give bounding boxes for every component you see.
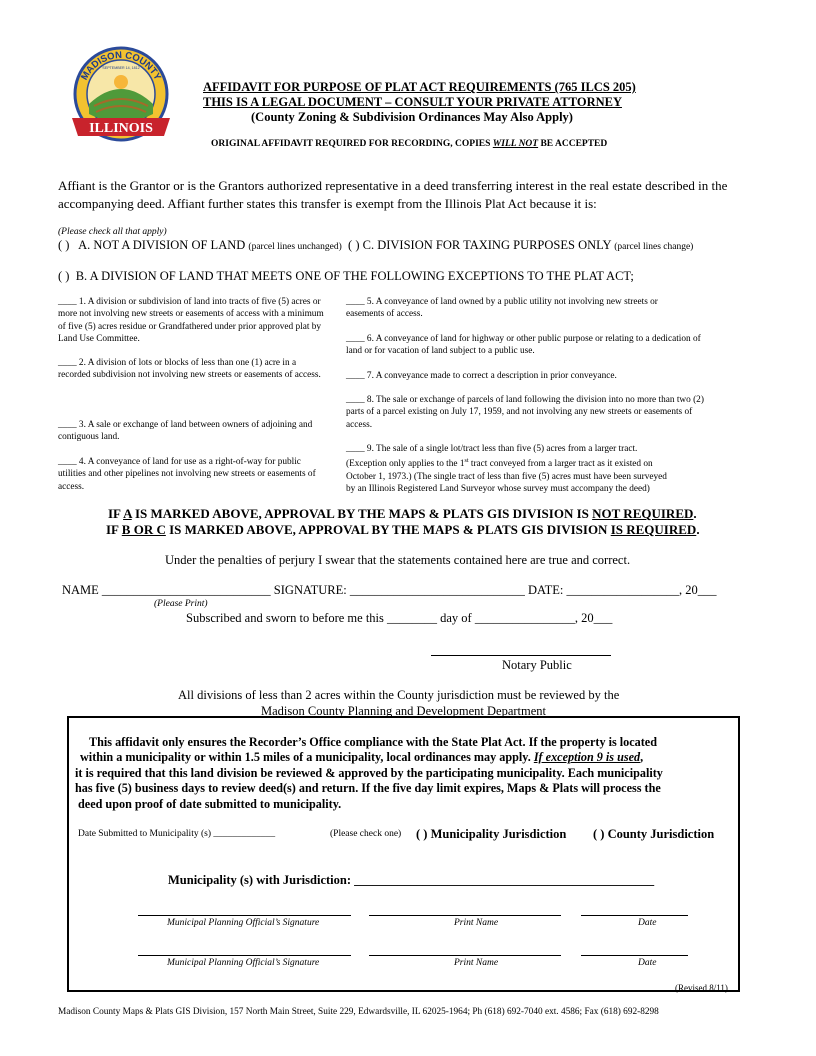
- date-line-2[interactable]: [581, 955, 688, 956]
- title-line-3: (County Zoning & Subdivision Ordinances May Also Apply): [251, 110, 573, 124]
- print-name-line-1[interactable]: [369, 915, 561, 916]
- sworn-line[interactable]: Subscribed and sworn to before me this ________ day of ________________, 20___: [186, 611, 613, 625]
- check-note: (Please check all that apply): [58, 227, 167, 237]
- exception-9: ____ 9. The sale of a single lot/tract less than five (5) acres from a larger tract. (Exception only applies to the 1st tract conveyed from a larger tract as it existed on October 1, 1973.) (The single tract of less than five (5) acres must have been surveyed by an Illinois Registered Land Surveyor whose survey must accompany the deed): [346, 444, 667, 495]
- please-print-note: (Please Print): [154, 599, 208, 609]
- revised-note: (Revised 8/11): [675, 983, 728, 993]
- print-name-label-1: Print Name: [454, 918, 499, 928]
- svg-text:ILLINOIS: ILLINOIS: [89, 121, 153, 136]
- option-a-checkbox[interactable]: ( ): [58, 238, 70, 252]
- county-seal: [66, 44, 176, 142]
- exception-8: ____ 8. The sale or exchange of parcels of land following the division into no more than two (2) parts of a parcel existing on July 17, 1959, and not involving any new streets or easements of access.: [346, 395, 704, 430]
- box-text-3: it is required that this land division be reviewed & approved by the participating municipality. Each municipality: [75, 766, 663, 780]
- date-submitted-field[interactable]: Date Submitted to Municipality (s) _____________: [78, 829, 276, 839]
- title-line-2: THIS IS A LEGAL DOCUMENT – CONSULT YOUR PRIVATE ATTORNEY: [203, 95, 622, 109]
- notary-public-label: Notary Public: [502, 658, 572, 672]
- official-signature-label-2: Municipal Planning Official’s Signature: [167, 958, 320, 968]
- date-label-2: Date: [638, 958, 657, 968]
- print-name-label-2: Print Name: [454, 958, 499, 968]
- option-c-checkbox[interactable]: ( ): [348, 238, 360, 252]
- original-required-notice: ORIGINAL AFFIDAVIT REQUIRED FOR RECORDING, COPIES WILL NOT BE ACCEPTED: [211, 139, 608, 149]
- svg-text:SEPTEMBER 14, 1812: SEPTEMBER 14, 1812: [102, 66, 140, 70]
- exception-5: ____ 5. A conveyance of land owned by a public utility not involving new streets or easements of access.: [346, 297, 658, 320]
- county-jurisdiction-option: ( ) County Jurisdiction: [593, 827, 715, 841]
- option-a-row: ( ) A. NOT A DIVISION OF LAND (parcel lines unchanged) ( ) C. DIVISION FOR TAXING PURPOSES ONLY (parcel lines change): [58, 238, 694, 252]
- signature-line[interactable]: NAME ___________________________ SIGNATURE: ____________________________ DATE: __________________, 20___: [62, 583, 717, 597]
- print-name-line-2[interactable]: [369, 955, 561, 956]
- perjury-statement: Under the penalties of perjury I swear that the statements contained here are true and correct.: [165, 553, 631, 567]
- review-note-2: Madison County Planning and Development Department: [261, 704, 547, 718]
- exception-3: ____ 3. A sale or exchange of land between owners of adjoining and contiguous land.: [58, 420, 313, 443]
- footer-address: Madison County Maps & Plats GIS Division, 157 North Main Street, Suite 229, Edwardsville, IL 62025-1964; Ph (618) 692-7040 ext. 4586; Fax (618) 692-8298: [58, 1007, 659, 1017]
- approval-line-bc: IF B OR C IS MARKED ABOVE, APPROVAL BY THE MAPS & PLATS GIS DIVISION IS REQUIRED.: [106, 522, 700, 537]
- exception-6: ____ 6. A conveyance of land for highway or other public purpose or relating to a dedication of land or for vacation of land subject to a public use.: [346, 334, 701, 357]
- municipality-jurisdiction-option: ( ) Municipality Jurisdiction: [416, 827, 567, 841]
- municipality-jurisdiction-checkbox[interactable]: ( ): [416, 827, 428, 841]
- exception-2: ____ 2. A division of lots or blocks of less than one (1) acre in a recorded subdivision not involving new streets or easements of access.: [58, 358, 321, 381]
- option-b-checkbox[interactable]: ( ): [58, 269, 70, 283]
- review-note-1: All divisions of less than 2 acres within the County jurisdiction must be reviewed by the: [178, 688, 620, 702]
- box-text-2: within a municipality or within 1.5 miles of a municipality, local ordinances may apply. If exception 9 is used,: [80, 750, 644, 764]
- county-jurisdiction-checkbox[interactable]: ( ): [593, 827, 605, 841]
- title-line-1: AFFIDAVIT FOR PURPOSE OF PLAT ACT REQUIREMENTS (765 ILCS 205): [203, 80, 636, 94]
- exception-4: ____ 4. A conveyance of land for use as a right-of-way for public utilities and other pipelines not involving new streets or easements of access.: [58, 457, 316, 492]
- date-line-1[interactable]: [581, 915, 688, 916]
- municipality-with-jurisdiction-row: Municipality (s) with Jurisdiction: ________________________________________________: [168, 873, 655, 887]
- svg-text:MADISON COUNTY: MADISON COUNTY: [79, 49, 163, 83]
- option-b-row: ( ) B. A DIVISION OF LAND THAT MEETS ONE OF THE FOLLOWING EXCEPTIONS TO THE PLAT ACT;: [58, 269, 634, 283]
- official-signature-line-2[interactable]: [138, 955, 351, 956]
- official-signature-line-1[interactable]: [138, 915, 351, 916]
- intro-paragraph: Affiant is the Grantor or is the Grantors authorized representative in a deed transferring interest in the real estate described in the accompanying deed. Affiant further states this transfer is exempt from the Illinois Plat Act because it is:: [58, 178, 728, 211]
- box-text-4: has five (5) business days to review deed(s) and return. If the five day limit expires, Maps & Plats will process the: [75, 781, 661, 795]
- notary-signature-line[interactable]: [431, 655, 611, 656]
- municipality-with-jurisdiction-field[interactable]: ________________________________________________: [354, 873, 655, 887]
- please-check-one: (Please check one): [330, 829, 402, 839]
- exception-7: ____ 7. A conveyance made to correct a description in prior conveyance.: [346, 371, 617, 381]
- official-signature-label-1: Municipal Planning Official’s Signature: [167, 918, 320, 928]
- exception-1: ____ 1. A division or subdivision of land into tracts of five (5) acres or more not involving new streets or easements of access with a minimum of five (5) acres residue or Grandfathered under prior approved plat by Land Use Committee.: [58, 297, 324, 345]
- date-label-1: Date: [638, 918, 657, 928]
- box-text-5: deed upon proof of date submitted to municipality.: [78, 797, 342, 811]
- approval-line-a: IF A IS MARKED ABOVE, APPROVAL BY THE MAPS & PLATS GIS DIVISION IS NOT REQUIRED.: [108, 506, 697, 521]
- box-text-1: This affidavit only ensures the Recorder’s Office compliance with the State Plat Act. If the property is located: [89, 735, 657, 749]
